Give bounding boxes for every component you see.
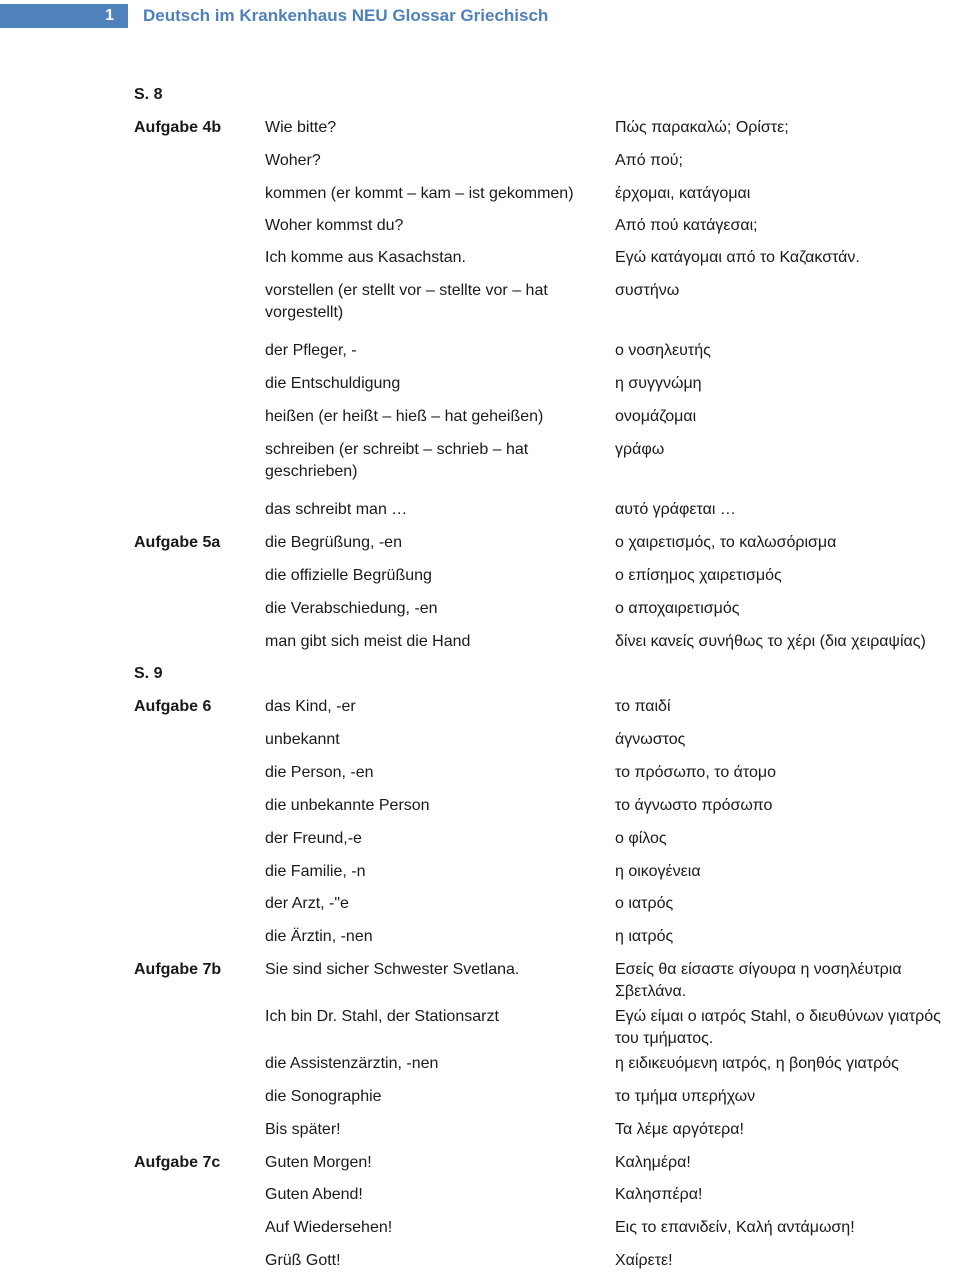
german-term: die Ärztin, -nen — [265, 928, 373, 945]
greek-translation: ο χαιρετισμός, το καλωσόρισμα — [615, 534, 837, 551]
greek-translation: Εις το επανιδείν, Καλή αντάμωση! — [615, 1219, 855, 1236]
greek-translation: Χαίρετε! — [615, 1252, 673, 1269]
greek-translation: ο νοσηλευτής — [615, 342, 711, 359]
document-title: Deutsch im Krankenhaus NEU Glossar Griechisch — [143, 6, 549, 25]
german-term: heißen (er heißt – hieß – hat geheißen) — [265, 408, 544, 425]
german-term: unbekannt — [265, 731, 340, 748]
german-term: die Assistenzärztin, -nen — [265, 1055, 439, 1072]
greek-translation: Καλημέρα! — [615, 1154, 691, 1171]
greek-translation: η ειδικευόμενη ιατρός, η βοηθός γιατρός — [615, 1055, 899, 1072]
german-term: die Entschuldigung — [265, 375, 401, 392]
greek-translation: ο επίσημος χαιρετισμός — [615, 567, 782, 584]
german-term: der Pfleger, - — [265, 342, 357, 359]
exercise-label: Aufgabe 6 — [134, 698, 212, 715]
exercise-label: Aufgabe 7b — [134, 961, 222, 978]
greek-translation: ο αποχαιρετισμός — [615, 600, 740, 617]
german-term: die Begrüßung, -en — [265, 534, 402, 551]
german-term: Guten Morgen! — [265, 1154, 372, 1171]
exercise-label: Aufgabe 7c — [134, 1154, 221, 1171]
greek-translation: Από πού κατάγεσαι; — [615, 217, 758, 234]
greek-translation: το άγνωστο πρόσωπο — [615, 797, 773, 814]
german-term: vorstellen (er stellt vor – stellte vor – hat vorgestellt) — [265, 282, 548, 321]
german-term: Woher? — [265, 152, 321, 169]
german-term: schreiben (er schreibt – schrieb – hat geschrieben) — [265, 441, 529, 480]
greek-translation: Πώς παρακαλώ; Ορίστε; — [615, 119, 789, 136]
german-term: kommen (er kommt – kam – ist gekommen) — [265, 185, 574, 202]
german-term: Grüß Gott! — [265, 1252, 341, 1269]
german-term: Wie bitte? — [265, 119, 337, 136]
greek-translation: η οικογένεια — [615, 863, 701, 880]
german-term: die unbekannte Person — [265, 797, 430, 814]
greek-translation: η ιατρός — [615, 928, 674, 945]
german-term: das Kind, -er — [265, 698, 356, 715]
german-term: man gibt sich meist die Hand — [265, 633, 471, 650]
greek-translation: το παιδί — [615, 698, 671, 715]
exercise-label: Aufgabe 4b — [134, 119, 222, 136]
greek-translation: η συγγνώμη — [615, 375, 702, 392]
greek-translation: συστήνω — [615, 282, 680, 299]
german-term: Ich komme aus Kasachstan. — [265, 249, 466, 266]
greek-translation: ονομάζομαι — [615, 408, 697, 425]
german-term: die Verabschiedung, -en — [265, 600, 438, 617]
greek-translation: το τμήμα υπερήχων — [615, 1088, 756, 1105]
greek-translation: το πρόσωπο, το άτομο — [615, 764, 777, 781]
greek-translation: Εσείς θα είσαστε σίγουρα η νοσηλέυτρια Σβετλάνα. — [615, 961, 902, 1000]
german-term: Sie sind sicher Schwester Svetlana. — [265, 961, 520, 978]
german-term: das schreibt man … — [265, 501, 408, 518]
german-term: die offizielle Begrüßung — [265, 567, 432, 584]
greek-translation: έρχομαι, κατάγομαι — [615, 185, 751, 202]
german-term: Guten Abend! — [265, 1186, 363, 1203]
exercise-label: Aufgabe 5a — [134, 534, 221, 551]
greek-translation: αυτό γράφεται … — [615, 501, 736, 518]
german-term: Bis später! — [265, 1121, 341, 1138]
german-term: die Familie, -n — [265, 863, 366, 880]
greek-translation: άγνωστος — [615, 731, 686, 748]
german-term: Woher kommst du? — [265, 217, 404, 234]
greek-translation: Καλησπέρα! — [615, 1186, 703, 1203]
german-term: die Sonographie — [265, 1088, 382, 1105]
section-label: S. 8 — [134, 86, 163, 103]
german-term: Ich bin Dr. Stahl, der Stationsarzt — [265, 1008, 499, 1025]
section-label: S. 9 — [134, 665, 163, 682]
greek-translation: ο φίλος — [615, 830, 667, 847]
greek-translation: Από πού; — [615, 152, 683, 169]
greek-translation: ο ιατρός — [615, 895, 674, 912]
german-term: der Arzt, -"e — [265, 895, 349, 912]
greek-translation: Τα λέμε αργότερα! — [615, 1121, 744, 1138]
greek-translation: γράφω — [615, 441, 665, 458]
page-number: 1 — [0, 4, 128, 28]
greek-translation: δίνει κανείς συνήθως το χέρι (δια χειραψίας) — [615, 633, 926, 650]
german-term: der Freund,-e — [265, 830, 362, 847]
greek-translation: Εγώ κατάγομαι από το Καζακστάν. — [615, 249, 860, 266]
german-term: Auf Wiedersehen! — [265, 1219, 393, 1236]
german-term: die Person, -en — [265, 764, 374, 781]
greek-translation: Εγώ είμαι ο ιατρός Stahl, ο διευθύνων γιατρός του τμήματος. — [615, 1008, 941, 1047]
